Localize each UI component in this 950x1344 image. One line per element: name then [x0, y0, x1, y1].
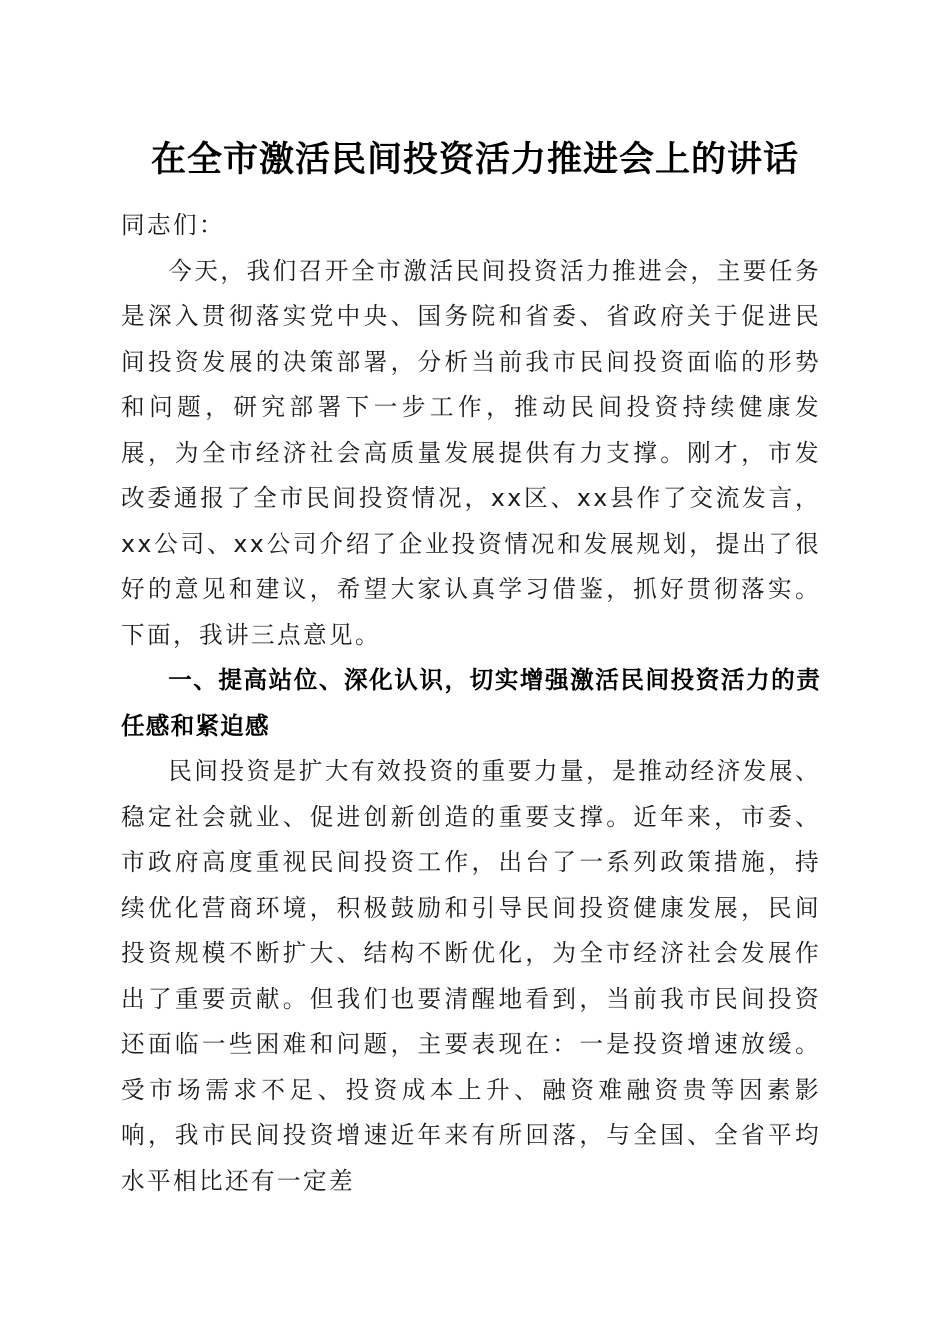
document-body: [121, 203, 821, 1204]
section-1-paragraph: 民间投资是扩大有效投资的重要力量，是推动经济发展、稳定社会就业、促进创新创造的重要支撑。近年来，市委、市政府高度重视民间投资工作，出台了一系列政策措施，持续优化营商环境，积极鼓励和引导民间投资健康发展，民间投资规模不断扩大、结构不断优化，为全市经济社会发展作出了重要贡献。但我们也要清醒地看到，当前我市民间投资还面临一些困难和问题，主要表现在：一是投资增速放缓。受市场需求不足、投资成本上升、融资难融资贵等因素影响，我市民间投资增速近年来有所回落，与全国、全省平均水平相比还有一定差: [121, 757, 821, 1195]
document-title: 在全市激活民间投资活力推进会上的讲话: [150, 139, 799, 180]
opening-paragraph: 今天，我们召开全市激活民间投资活力推进会，主要任务是深入贯彻落实党中央、国务院和省委、省政府关于促进民间投资发展的决策部署，分析当前我市民间投资面临的形势和问题，研究部署下一步工作，推动民间投资持续健康发展，为全市经济社会高质量发展提供有力支撑。刚才，市发改委通报了全市民间投资情况，xx区、xx县作了交流发言，xx公司、xx公司介绍了企业投资情况和发展规划，提出了很好的意见和建议，希望大家认真学习借鉴，抓好贯彻落实。下面，我讲三点意见。: [121, 256, 821, 649]
salutation: 同志们：: [121, 211, 225, 239]
section-heading-1: 一、提高站位、深化认识，切实增强激活民间投资活力的责任感和紧迫感: [121, 666, 821, 740]
